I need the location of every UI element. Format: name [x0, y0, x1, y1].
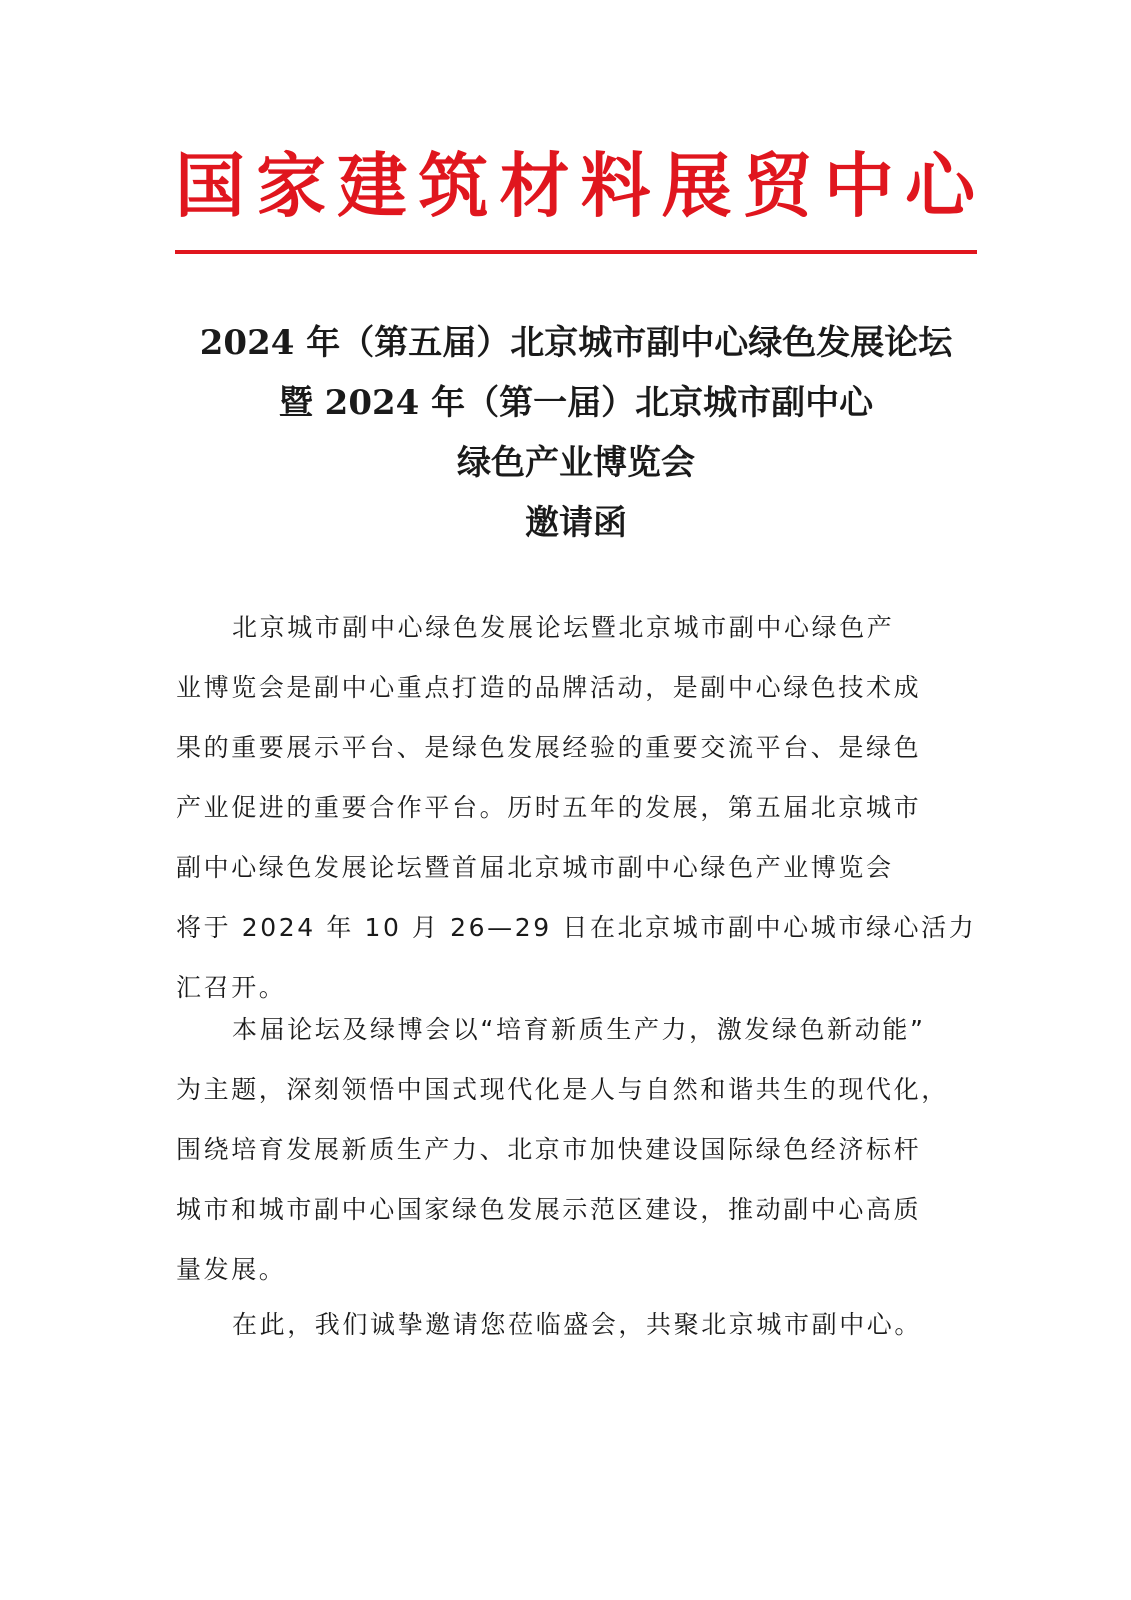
paragraph-3	[176, 1295, 976, 1355]
title-line-1: 2024 年（第五届）北京城市副中心绿色发展论坛	[199, 323, 953, 363]
paragraph-1	[176, 598, 976, 1018]
title-line-2: 暨 2024 年（第一届）北京城市副中心	[278, 383, 874, 423]
paragraph-line: 将于 2024 年 10 月 26—29 日在北京城市副中心城市绿心活力	[176, 913, 977, 942]
paragraph-line: 为主题，深刻领悟中国式现代化是人与自然和谐共生的现代化，	[176, 1075, 949, 1104]
paragraph-line: 在此，我们诚挚邀请您莅临盛会，共聚北京城市副中心。	[232, 1310, 923, 1339]
paragraph-line: 北京城市副中心绿色发展论坛暨北京城市副中心绿色产	[232, 613, 895, 642]
paragraph-2	[176, 1000, 976, 1300]
letterhead-red-rule	[175, 250, 977, 254]
paragraph-line: 产业促进的重要合作平台。历时五年的发展，第五届北京城市	[176, 793, 922, 822]
title-line-3: 绿色产业博览会	[457, 443, 695, 483]
letterhead-title: 国家建筑材料展贸中心	[175, 144, 977, 227]
paragraph-line: 围绕培育发展新质生产力、北京市加快建设国际绿色经济标杆	[176, 1135, 922, 1164]
paragraph-line: 量发展。	[176, 1255, 287, 1284]
paragraph-line: 城市和城市副中心国家绿色发展示范区建设，推动副中心高质	[176, 1195, 922, 1224]
title-line-4: 邀请函	[525, 503, 627, 543]
paragraph-line: 业博览会是副中心重点打造的品牌活动，是副中心绿色技术成	[176, 673, 922, 702]
paragraph-line: 汇召开。	[176, 973, 287, 1002]
paragraph-line: 副中心绿色发展论坛暨首届北京城市副中心绿色产业博览会	[176, 853, 894, 882]
paragraph-line: 果的重要展示平台、是绿色发展经验的重要交流平台、是绿色	[176, 733, 922, 762]
document-title	[160, 313, 992, 553]
paragraph-line: 本届论坛及绿博会以“培育新质生产力，激发绿色新动能”	[232, 1015, 926, 1044]
